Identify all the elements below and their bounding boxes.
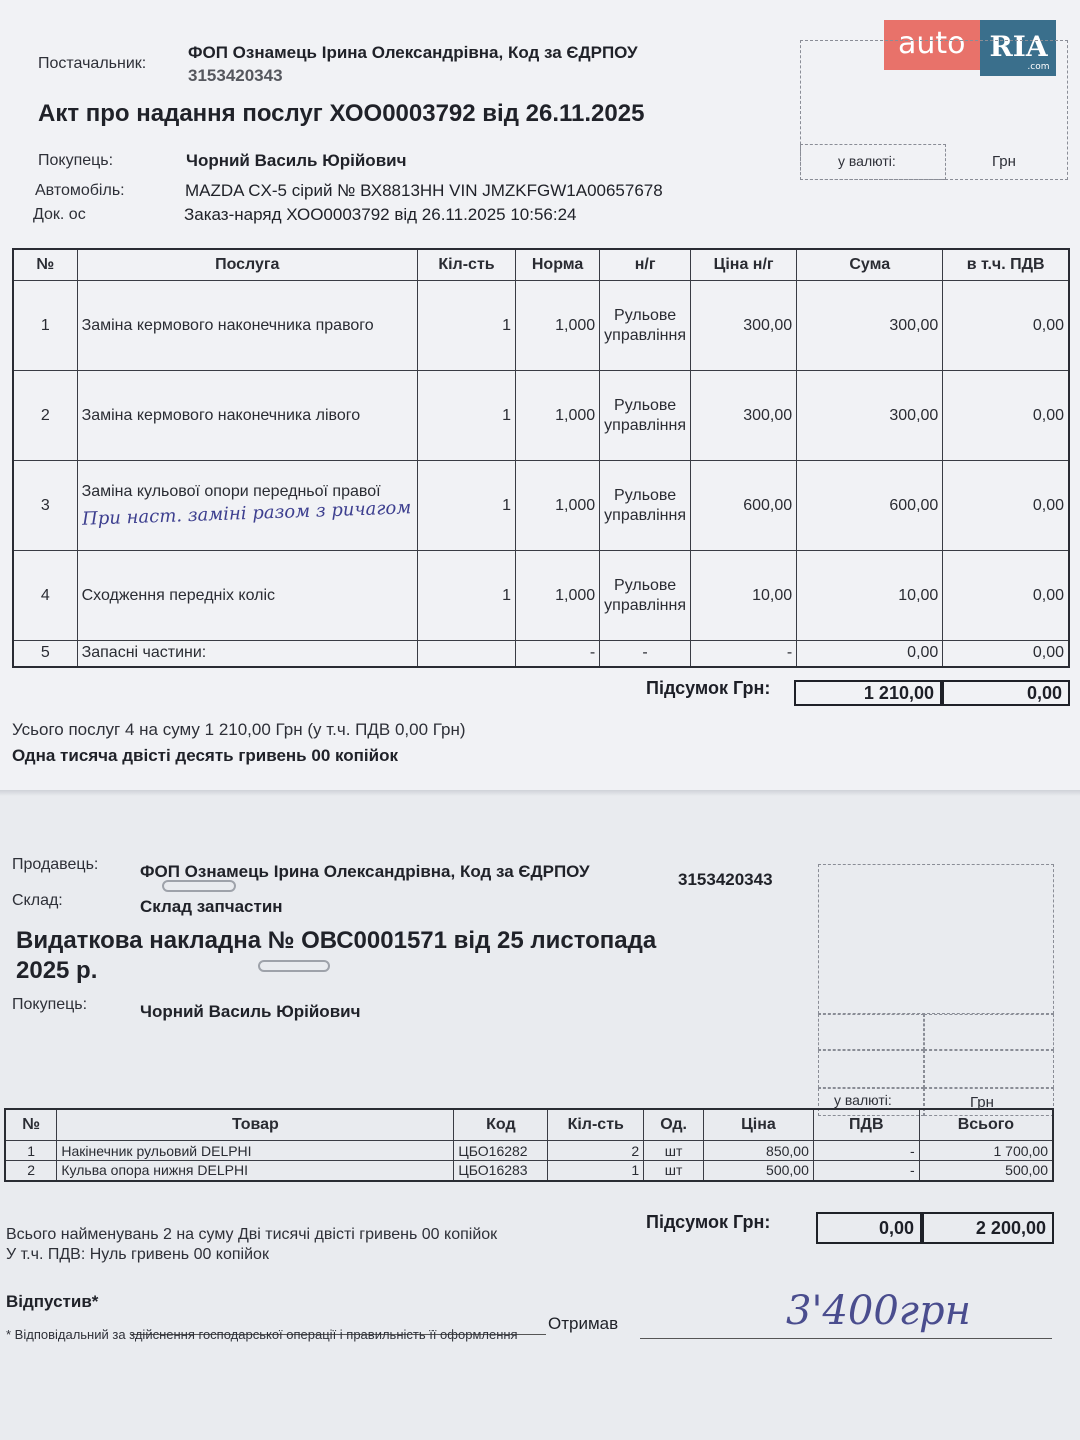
invoice-buyer-value: Чорний Василь Юрійович — [140, 1002, 361, 1021]
seller-code: 3153420343 — [678, 870, 773, 889]
received-signature-line — [640, 1338, 1052, 1339]
act-total-label: Підсумок Грн: — [646, 678, 771, 698]
col-no: № — [13, 249, 77, 281]
act-buyer-label: Покупець: — [38, 152, 114, 169]
row-ng: Рульове управління — [600, 371, 691, 461]
col-ng: н/г — [600, 249, 691, 281]
supplier-label: Постачальник: — [38, 55, 147, 72]
col-service: Послуга — [77, 249, 417, 281]
handwritten-total: 3'400грн — [786, 1288, 971, 1334]
row-unit: шт — [644, 1141, 704, 1161]
row-item: Кульва опора нижня DELPHI — [57, 1161, 454, 1181]
row-qty: 2 — [548, 1141, 644, 1161]
row-vat: 0,00 — [943, 371, 1069, 461]
invoice-total-vat: 0,00 — [816, 1212, 922, 1244]
staple-mark — [258, 960, 330, 972]
row-item: Накінечник рульовий DELPHI — [57, 1141, 454, 1161]
services-table — [12, 248, 1070, 668]
car-label: Автомобіль: — [35, 182, 125, 199]
row-total: 500,00 — [919, 1161, 1053, 1181]
logo-ria-word: RIA — [989, 30, 1048, 63]
col-vat: в т.ч. ПДВ — [943, 249, 1069, 281]
invoice-title-line1: Видаткова накладна № ОВС0001571 від 25 листопада — [16, 927, 657, 954]
row-norm: 1,000 — [516, 461, 600, 551]
act-total-vat: 0,00 — [942, 680, 1070, 706]
row-qty: 1 — [417, 461, 515, 551]
row-vat: - — [813, 1161, 919, 1181]
invoice-box-cell — [924, 1050, 1054, 1088]
col-code: Код — [454, 1109, 548, 1141]
row-price: - — [691, 641, 797, 667]
row-no: 3 — [13, 461, 77, 551]
row-sum: 10,00 — [797, 551, 943, 641]
table-row — [5, 1161, 1053, 1181]
col-sum: Сума — [797, 249, 943, 281]
row-service: Заміна кермового наконечника правого — [77, 281, 417, 371]
seller-value: ФОП Ознамець Ірина Олександрівна, Код за ЄДРПОУ — [140, 862, 590, 881]
warehouse-value: Склад запчастин — [140, 897, 283, 916]
col-norm: Норма — [516, 249, 600, 281]
col-price: Ціна н/г — [691, 249, 797, 281]
table-row — [13, 371, 1069, 461]
row-norm: 1,000 — [516, 281, 600, 371]
row-no: 1 — [5, 1141, 57, 1161]
car-value: MAZDA CX-5 сірий № ВХ8813НН VIN JMZKFGW1A00657678 — [185, 181, 663, 200]
invoice-total-sum: 2 200,00 — [922, 1212, 1054, 1244]
act-buyer-value: Чорний Василь Юрійович — [186, 151, 407, 170]
col-qty: Кіл-сть — [417, 249, 515, 281]
doc-label: Док. ос — [33, 206, 86, 223]
col-total: Всього — [919, 1109, 1053, 1141]
row-qty: 1 — [417, 551, 515, 641]
invoice-box-cell — [818, 1050, 924, 1088]
row-sum: 300,00 — [797, 371, 943, 461]
table-row — [13, 551, 1069, 641]
row-vat: - — [813, 1141, 919, 1161]
row-sum: 0,00 — [797, 641, 943, 667]
row-ng: - — [600, 641, 691, 667]
parts-row — [13, 641, 1069, 667]
supplier-value: ФОП Ознамець Ірина Олександрівна, Код за ЄДРПОУ — [188, 43, 638, 62]
row-price: 300,00 — [691, 281, 797, 371]
act-summary-line: Усього послуг 4 на суму 1 210,00 Грн (у т.ч. ПДВ 0,00 Грн) — [12, 720, 466, 739]
invoice-stamp-box — [818, 864, 1054, 1014]
row-service-cell — [77, 461, 417, 551]
row-qty: 1 — [548, 1161, 644, 1181]
row-no: 5 — [13, 641, 77, 667]
row-no: 2 — [5, 1161, 57, 1181]
released-label: Відпустив* — [6, 1292, 99, 1311]
act-summary-words: Одна тисяча двісті десять гривень 00 копійок — [12, 746, 398, 765]
row-price: 300,00 — [691, 371, 797, 461]
row-vat: 0,00 — [943, 641, 1069, 667]
col-vat: ПДВ — [813, 1109, 919, 1141]
row-vat: 0,00 — [943, 281, 1069, 371]
row-total: 1 700,00 — [919, 1141, 1053, 1161]
row-service: Запасні частини: — [77, 641, 417, 667]
act-currency-value: Грн — [992, 153, 1016, 170]
invoice-summary-line: Всього найменувань 2 на суму Дві тисячі двісті гривень 00 копійок — [6, 1226, 498, 1243]
row-qty — [417, 641, 515, 667]
row-code: ЦБО16282 — [454, 1141, 548, 1161]
doc-value: Заказ-наряд ХОО0003792 від 26.11.2025 10:56:24 — [184, 205, 577, 224]
act-title: Акт про надання послуг ХОО0003792 від 26.11.2025 — [38, 100, 645, 127]
footnote: * Відповідальний за здійснення господарської операції і правильність її оформлення — [6, 1327, 518, 1342]
supplier-code: 3153420343 — [188, 66, 283, 85]
invoice-box-cell — [818, 1014, 924, 1050]
col-item: Товар — [57, 1109, 454, 1141]
row-sum: 300,00 — [797, 281, 943, 371]
row-price: 500,00 — [704, 1161, 814, 1181]
seller-label: Продавець: — [12, 856, 99, 873]
row-service: Заміна кульової опори передньої правої — [81, 483, 381, 500]
invoice-box-cell — [924, 1014, 1054, 1050]
row-code: ЦБО16283 — [454, 1161, 548, 1181]
col-unit: Од. — [644, 1109, 704, 1141]
invoice-vat-line: У т.ч. ПДВ: Нуль гривень 00 копійок — [6, 1246, 269, 1263]
goods-table — [4, 1108, 1054, 1182]
logo-domain: .com — [1027, 62, 1050, 72]
row-sum: 600,00 — [797, 461, 943, 551]
staple-mark — [162, 880, 236, 892]
row-no: 4 — [13, 551, 77, 641]
row-norm: 1,000 — [516, 551, 600, 641]
invoice-title-line2: 2025 р. — [16, 957, 98, 984]
row-norm: 1,000 — [516, 371, 600, 461]
row-price: 10,00 — [691, 551, 797, 641]
row-qty: 1 — [417, 371, 515, 461]
col-qty: Кіл-сть — [548, 1109, 644, 1141]
logo-auto-text: auto — [884, 20, 980, 70]
row-ng: Рульове управління — [600, 461, 691, 551]
act-currency-label: у валюті: — [838, 153, 896, 169]
row-ng: Рульове управління — [600, 281, 691, 371]
goods-header-row — [5, 1109, 1053, 1141]
row-no: 2 — [13, 371, 77, 461]
received-label: Отримав — [548, 1314, 619, 1333]
invoice-currency-label: у валюті: — [834, 1092, 892, 1108]
row-no: 1 — [13, 281, 77, 371]
table-row — [13, 461, 1069, 551]
row-vat: 0,00 — [943, 551, 1069, 641]
invoice-currency-value: Грн — [970, 1094, 994, 1111]
row-vat: 0,00 — [943, 461, 1069, 551]
table-row — [13, 281, 1069, 371]
row-service: Сходження передніх коліс — [77, 551, 417, 641]
table-row — [5, 1141, 1053, 1161]
col-price: Ціна — [704, 1109, 814, 1141]
row-price: 600,00 — [691, 461, 797, 551]
row-unit: шт — [644, 1161, 704, 1181]
act-total-sum: 1 210,00 — [794, 680, 942, 706]
services-header-row — [13, 249, 1069, 281]
warehouse-label: Склад: — [12, 892, 63, 909]
row-ng: Рульове управління — [600, 551, 691, 641]
row-price: 850,00 — [704, 1141, 814, 1161]
invoice-total-label: Підсумок Грн: — [646, 1212, 771, 1232]
invoice-buyer-label: Покупець: — [12, 996, 88, 1013]
row-qty: 1 — [417, 281, 515, 371]
handwritten-note: При наст. заміні разом з ричагом — [81, 497, 412, 530]
row-service: Заміна кермового наконечника лівого — [77, 371, 417, 461]
row-norm: - — [516, 641, 600, 667]
col-no: № — [5, 1109, 57, 1141]
